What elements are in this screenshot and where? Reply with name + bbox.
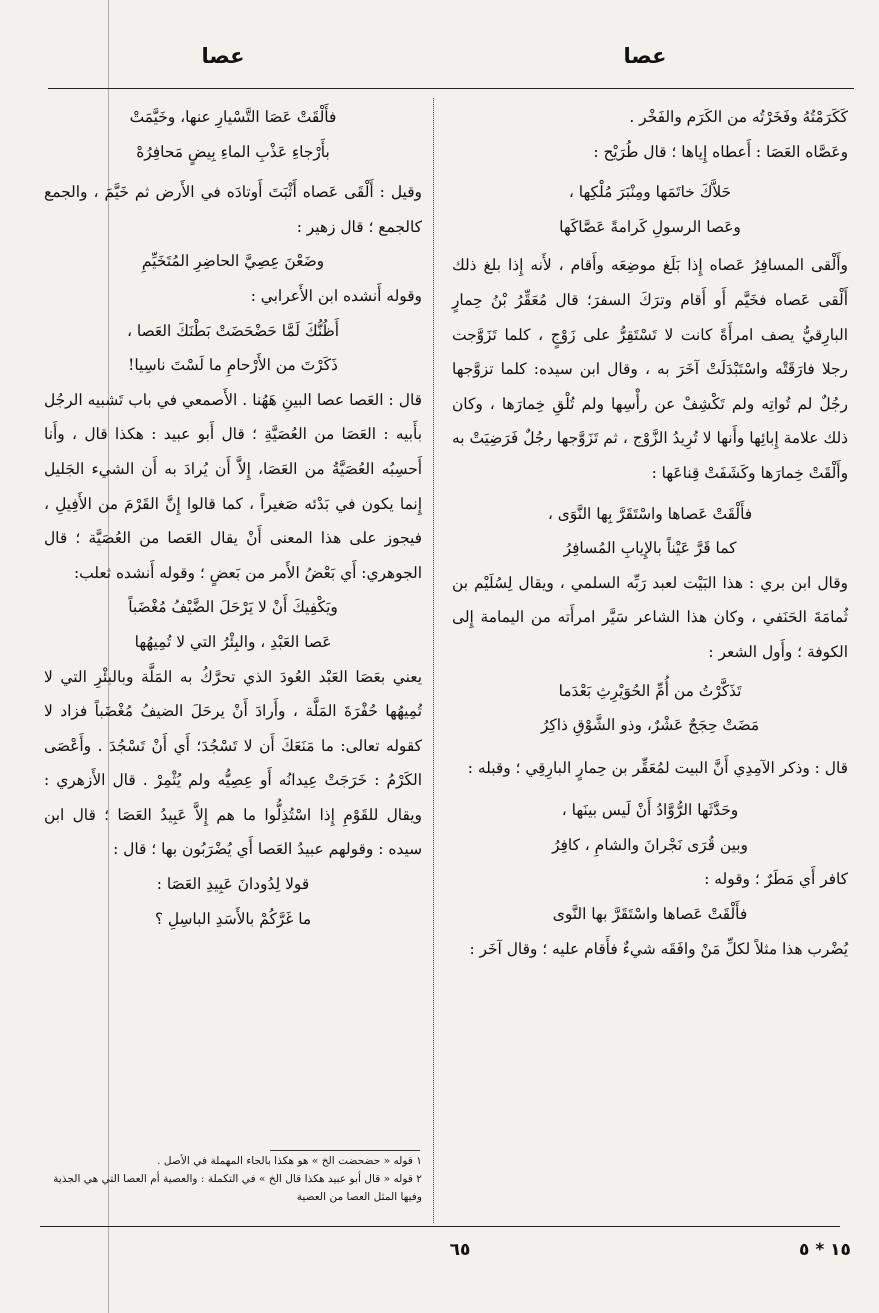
footnote: ١ قوله « حضحضت الخ » هو هكذا بالحاء المهملة في الأصل . xyxy=(157,1155,422,1167)
signature-mark: ١٥ * ٥ xyxy=(799,1240,851,1260)
column-divider xyxy=(433,98,434,1223)
paragraph: وقيل : أَلْقَى عَصاه أَثْبَتَ أَوتادَه في الأَرض ثم خَيَّمَ ، والجمع كالجمع ؛ قال زهير : xyxy=(44,183,422,236)
paragraph: قال : وذكر الآمِدِي أَنَّ البيت لمُعَقِّر بن حِمارٍ البارِقِي ؛ وقبله : xyxy=(467,758,848,777)
paragraph: وأَلْقى المسافِرُ عَصاه إِذا بَلَغ موضِعَه وأَقام ، لأَنه إِذا بلغ ذلك أَلْقى عَصاه فخَيَّم أَو أَقام وترَكَ السفرَ؛ قال مُعَقِّرُ بْنُ حِمارٍ البارِقيُّ يصف امرأَةً كانت لا تَسْتَقِرُّ على زَوْجٍ ، كلما تَزَوَّجت رجلا فارَقَتْه واسْتَبْدَلَتْ آخَرَ به ، وقال ابن سيده: كلما تزوَّجها رجُلٌ لم تُواتِه ولم تَكْشِفْ عن رأْسِها ولم تُلْقِ خِمارَها ، وكان ذلك علامة إِبائِها وأَنها لا تُرِيدُ الزَّوْج ، ثم تَزَوَّجها رجُلٌ فَرَضِيَتْ به وأَلْقَتْ خِمارَها وكَشَفَتْ قِناعَها : xyxy=(452,256,848,482)
page-number: ٦٥ xyxy=(449,1240,471,1260)
header-rule xyxy=(48,88,854,89)
verse-line: وحَدَّثَها الرُّوَّادُ أَنْ لَيس بينَها ، xyxy=(561,801,739,820)
right-column xyxy=(452,100,848,966)
running-header-right: عصا xyxy=(623,44,667,68)
paragraph: كَكَرَمْتُهُ وفَخَرْتُه من الكَرَم والفَخْر . xyxy=(629,108,848,126)
verse-line: حَلاَّكَ خاتَمَها ومِنْبَرَ مُلْكِها ، xyxy=(568,183,732,202)
paragraph: وقال ابن بري : هذا البَيْت لعبد رَبِّه السلمي ، ويقال لِسُلَيْم بن ثُمامَةَ الحَنَفي ، وكان هذا الشاعر سَيَّر امرأَته من اليمامة إِلى الكوفة ؛ وأَول الشعر : xyxy=(452,573,848,661)
running-header-left: عصا xyxy=(201,44,245,68)
left-column xyxy=(44,100,422,936)
verse-line: ما غَرَّكُمْ بالأَسَدِ الباسِلِ ؟ xyxy=(154,909,312,928)
verse-line: ذَكَرْتَ من الأَرْحامِ ما لَسْتَ ناسِيا! xyxy=(128,356,338,375)
verse-line: فأَلْقَتْ عَصاها واسْتَقَرَّ بِها النَّوَى ، xyxy=(547,504,753,523)
paragraph: وعَصَّاه العَصَا : أَعطاه إِياها ؛ قال طُرَيْح : xyxy=(593,142,848,161)
verse-line: وضَعْنَ عِصِيَّ الحاضِرِ المُتَخَيِّمِ xyxy=(141,252,325,271)
verse-line: فأَلْقَتْ عَصاها واسْتَقَرَّ بها النَّوى xyxy=(552,905,748,924)
verse-line: أَظُنُّكَ لَمَّا حَضْحَضَتْ بَطْنَكَ العَصا ، xyxy=(126,321,340,340)
footnotes xyxy=(44,1152,422,1206)
verse-line: قولا لِدُودانَ عَبِيدِ العَصَا : xyxy=(156,875,310,894)
verse-line: وبين قُرَى نَجْرانَ والشامِ ، كافِرُ xyxy=(552,835,748,854)
paragraph: وقوله أَنشده ابن الأَعرابي : xyxy=(250,286,422,305)
verse-line: كما قَرَّ عَيْناً بالإِيابِ المُسافِرُ xyxy=(563,539,737,558)
verse-line: عَصا العَبْدِ ، والبِئْرُ التي لا تُمِيهُها xyxy=(134,632,332,651)
verse-line: فأَلْقَتْ عَصَا التَّسْيارِ عنها، وخَيَّمَتْ xyxy=(129,108,337,126)
verse-line: ويَكْفِيكَ أَنْ لا يَرْحَلَ الضَّيْفُ مُغْضَباً xyxy=(128,598,338,617)
paragraph: قال : العَصا عصا البينِ هَهُنا . الأَصمعي في باب تَشبيه الرجُل بأَبيه : العَصَا من العُصَيَّةِ ؛ قال أَبو عبيد : هكذا قال ، وأَنا أَحسِبُه العُصَيَّةُ من العَصَا، إِلاَّ أَن يُرادَ به أَن الشيء الجَليل إِنما يكون في بَدْئه صَغيراً ، كما قالوا إِنَّ القَرْمَ من الأَفِيلِ ، فيجوز على هذا المعنى أَنْ يقال العَصا من العُصَيَّة ؛ قال الجوهري: أَي بَعْضُ الأَمر من بَعضٍ ؛ وقوله أَنشده ثعلب: xyxy=(44,390,422,582)
paragraph: يُضْرب هذا مثلاً لكلِّ مَنْ وافَقَه شيءٌ فأَقام عليه ؛ وقال آخَر : xyxy=(469,939,848,958)
footnote: ٢ قوله « قال أبو عبيد هكذا قال الخ » في التكملة : والعصية أم العصا التي هي الجذية وفيها المثل العصا من العصية xyxy=(53,1173,422,1203)
verse-line: تَذَكَّرْتُ من أُمِّ الحُوَيْرِثِ بَعْدَما xyxy=(558,681,742,700)
paragraph: يعني بعَصَا العَبْد العُودَ الذي تحرَّكُ به المَلَّة وبالبئْرِ التي لا تُمِيهُها حُفْرَةَ المَلَّة ، وأَرادَ أَنْ يرحَلَ الضيفُ مُغْضَباً فزاد لا كقوله تعالى: ما مَنَعَكَ أَن لا تَسْجُدَ؛ أَي أَنْ تَسْجُدَ . وأَعْصَى الكَرْمُ : خَرَجَتْ عِيدانُه أَو عِصِيُّه ولم يُثْمِرْ . قال الأَزهري : ويقال للقَوْمِ إِذا اسْتُذِلُّوا ما هم إِلاَّ عَبِيدُ العَصَا ؛ قال ابن سيده : وقولهم عبيدُ العَصا أَي يُضْرَبُون بها ؛ قال : xyxy=(44,667,422,859)
verse-line: مَضَتْ حِجَجٌ عَشْرٌ، وذو الشَّوْقِ ذاكِرُ xyxy=(540,716,760,735)
paragraph: كافر أَي مَطَرٌ ؛ وقوله : xyxy=(704,870,848,889)
verse-line: بأَرْجاءِ عَذْبِ الماءِ بِيضٍ مَحافِرُهْ xyxy=(136,142,330,161)
footnote-rule xyxy=(270,1150,420,1151)
footer-rule xyxy=(40,1226,840,1227)
verse-line: وعَصا الرسولِ كَرامةً عَصَّاكَها xyxy=(559,217,741,236)
